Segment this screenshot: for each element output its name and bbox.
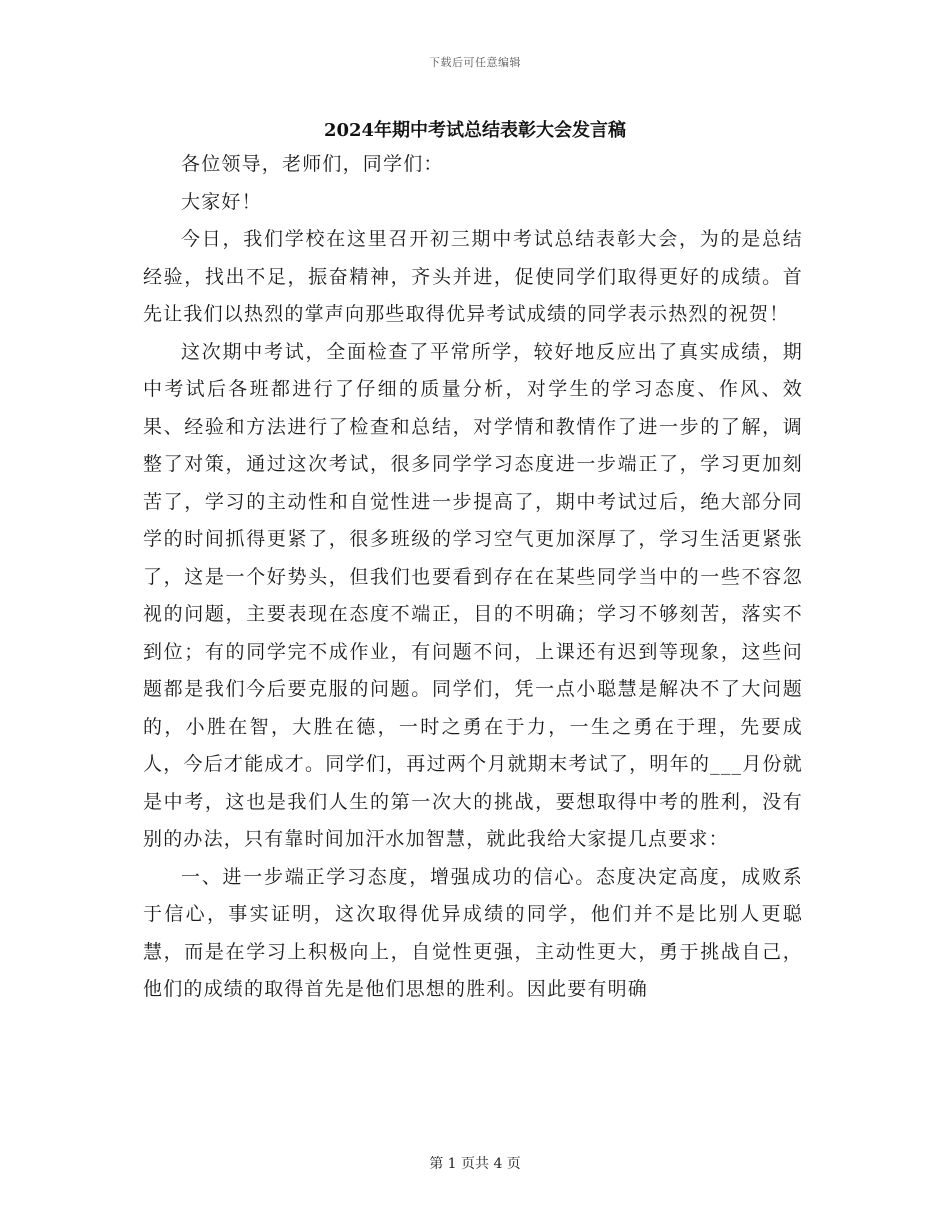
page-footer: 第 1 页共 4 页	[429, 1156, 521, 1172]
paragraph-requirement-1: 一、进一步端正学习态度，增强成功的信心。态度决定高度，成败系于信心，事实证明，这次取得优异成绩的同学，他们并不是比别人更聪慧，而是在学习上积极向上，自觉性更强，主动性更大，勇于挑战自己，他们的成绩的取得首先是他们思想的胜利。因此要有明确	[143, 865, 803, 1000]
salutation: 各位领导，老师们，同学们：	[181, 153, 444, 175]
greeting: 大家好！	[181, 190, 262, 213]
paragraph-intro: 今日，我们学校在这里召开初三期中考试总结表彰大会，为的是总结经验，找出不足，振奋精神，齐头并进，促使同学们取得更好的成绩。首先让我们以热烈的掌声向那些取得优异考试成绩的同学表示热烈的祝贺！	[143, 228, 803, 325]
header-note: 下载后可任意编辑	[429, 56, 521, 69]
document-body	[143, 146, 803, 1009]
paragraph-exam-review: 这次期中考试，全面检查了平常所学，较好地反应出了真实成绩，期中考试后各班都进行了仔细的质量分析，对学生的学习态度、作风、效果、经验和方法进行了检查和总结，对学情和教情作了进一步的了解，调整了对策，通过这次考试，很多同学学习态度进一步端正了，学习更加刻苦了，学习的主动性和自觉性进一步提高了，期中考试过后，绝大部分同学的时间抓得更紧了，很多班级的学习空气更加深厚了，学习生活更紧张了，这是一个好势头，但我们也要看到存在在某些同学当中的一些不容忽视的问题，主要表现在态度不端正，目的不明确；学习不够刻苦，落实不到位；有的同学完不成作业，有问题不问，上课还有迟到等现象，这些问题都是我们今后要克服的问题。同学们，凭一点小聪慧是解决不了大问题的，小胜在智，大胜在德，一时之勇在于力，一生之勇在于理，先要成人，今后才能成才。同学们，再过两个月就期末考试了，明年的___月份就是中考，这也是我们人生的第一次大的挑战，要想取得中考的胜利，没有别的办法，只有靠时间加汗水加智慧，就此我给大家提几点要求：	[143, 340, 803, 850]
document-title: 2024年期中考试总结表彰大会发言稿	[323, 120, 627, 141]
